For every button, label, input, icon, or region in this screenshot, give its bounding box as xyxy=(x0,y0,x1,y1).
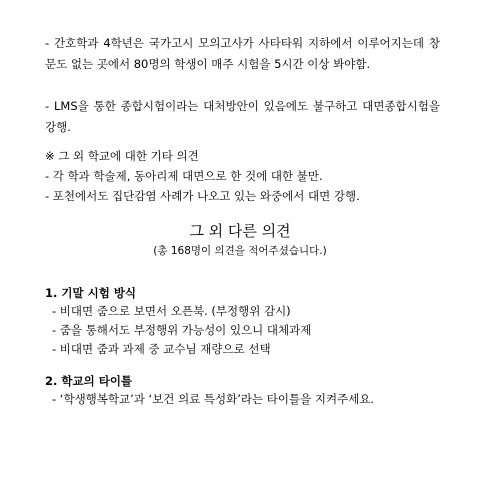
list-item: - 포천에서도 집단감염 사례가 나오고 있는 와중에서 대면 강행. xyxy=(45,189,360,203)
list-item: - 비대면 줌으로 보면서 오픈북. (부정행위 감시) xyxy=(52,304,291,318)
section-title: 1. 기말 시험 방식 xyxy=(45,286,137,300)
section-title: 2. 학교의 타이틀 xyxy=(45,374,133,388)
other-school-opinions-heading: ※ 그 외 학교에 대한 기타 의견 xyxy=(45,149,199,163)
paragraph-lms-exam: - LMS을 통한 종합시험이라는 대처방안이 있음에도 불구하고 대면종합시험을 강행. xyxy=(45,99,440,134)
other-opinions-subtitle: (총 168명이 의견을 적어주셨습니다.) xyxy=(153,245,327,257)
other-opinions-title: 그 외 다른 의견 xyxy=(189,222,291,240)
paragraph-nursing-exam: - 간호학과 4학년은 국가고시 모의고사가 사타타워 지하에서 이루어지는데 창문도 없는 곳에서 80명의 학생이 매주 시험을 5시간 이상 봐야함. xyxy=(45,36,440,71)
list-item: - 줌을 통해서도 부정행위 가능성이 있으니 대체과제 xyxy=(52,323,312,337)
list-item: - 비대면 줌과 과제 중 교수님 재량으로 선택 xyxy=(52,342,271,356)
list-item: - 각 학과 학술제, 동아리제 대면으로 한 것에 대한 불만. xyxy=(45,169,323,183)
list-item: - ‘학생행복학교’과 ‘보건 의료 특성화’라는 타이틀을 지켜주세요. xyxy=(52,392,375,406)
